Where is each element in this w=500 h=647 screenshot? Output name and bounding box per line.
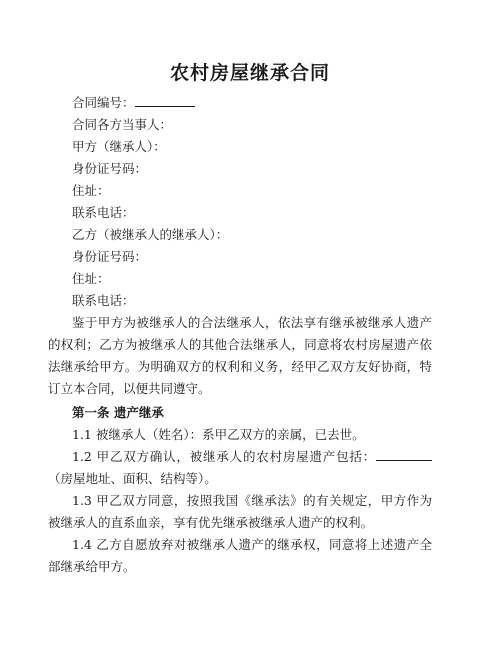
- document-body: [48, 92, 432, 578]
- clause-1-3: 1.3 甲乙双方同意，按照我国《继承法》的有关规定，甲方作为被继承人的直系血亲，享有优先继承被继承人遗产的权利。: [48, 493, 432, 530]
- preamble-paragraph: 鉴于甲方为被继承人的合法继承人，依法享有继承被继承人遗产的权利；乙方为被继承人的其他合法继承人，同意将农村房屋遗产依法继承给甲方。为明确双方的权利和义务，经甲乙双方友好协商，特订立本合同，以便共同遵守。: [48, 315, 432, 396]
- contract-number-blank: [135, 92, 195, 107]
- clause-1-2-suffix: （房屋地址、面积、结构等）。: [48, 471, 217, 486]
- party-a-id-label: 身份证号码：: [72, 161, 148, 176]
- party-b-id-label: 身份证号码：: [72, 249, 148, 264]
- clause-1-2: [48, 446, 432, 490]
- party-b-label: 乙方（被继承人的继承人）：: [72, 227, 229, 242]
- contract-number-line: [72, 92, 432, 114]
- article-1-heading: 第一条 遗产继承: [72, 405, 164, 420]
- clause-1-1: 1.1 被继承人（姓名）：系甲乙双方的亲属，已去世。: [72, 427, 365, 442]
- document-title: 农村房屋继承合同: [169, 62, 330, 84]
- party-a-phone-label: 联系电话：: [72, 205, 135, 220]
- party-a-label: 甲方（继承人）：: [72, 139, 166, 154]
- parties-label: 合同各方当事人：: [72, 117, 173, 132]
- clause-1-4: 1.4 乙方自愿放弃对被继承人遗产的继承权，同意将上述遗产全部继承给甲方。: [48, 537, 432, 574]
- party-b-phone-label: 联系电话：: [72, 293, 135, 308]
- party-b-address-label: 住址：: [72, 271, 110, 286]
- clause-1-2-blank: [376, 446, 432, 461]
- party-a-address-label: 住址：: [72, 183, 110, 198]
- clause-1-2-prefix: 1.2 甲乙双方确认，被继承人的农村房屋遗产包括：: [72, 449, 376, 464]
- contract-number-label: 合同编号：: [72, 95, 135, 110]
